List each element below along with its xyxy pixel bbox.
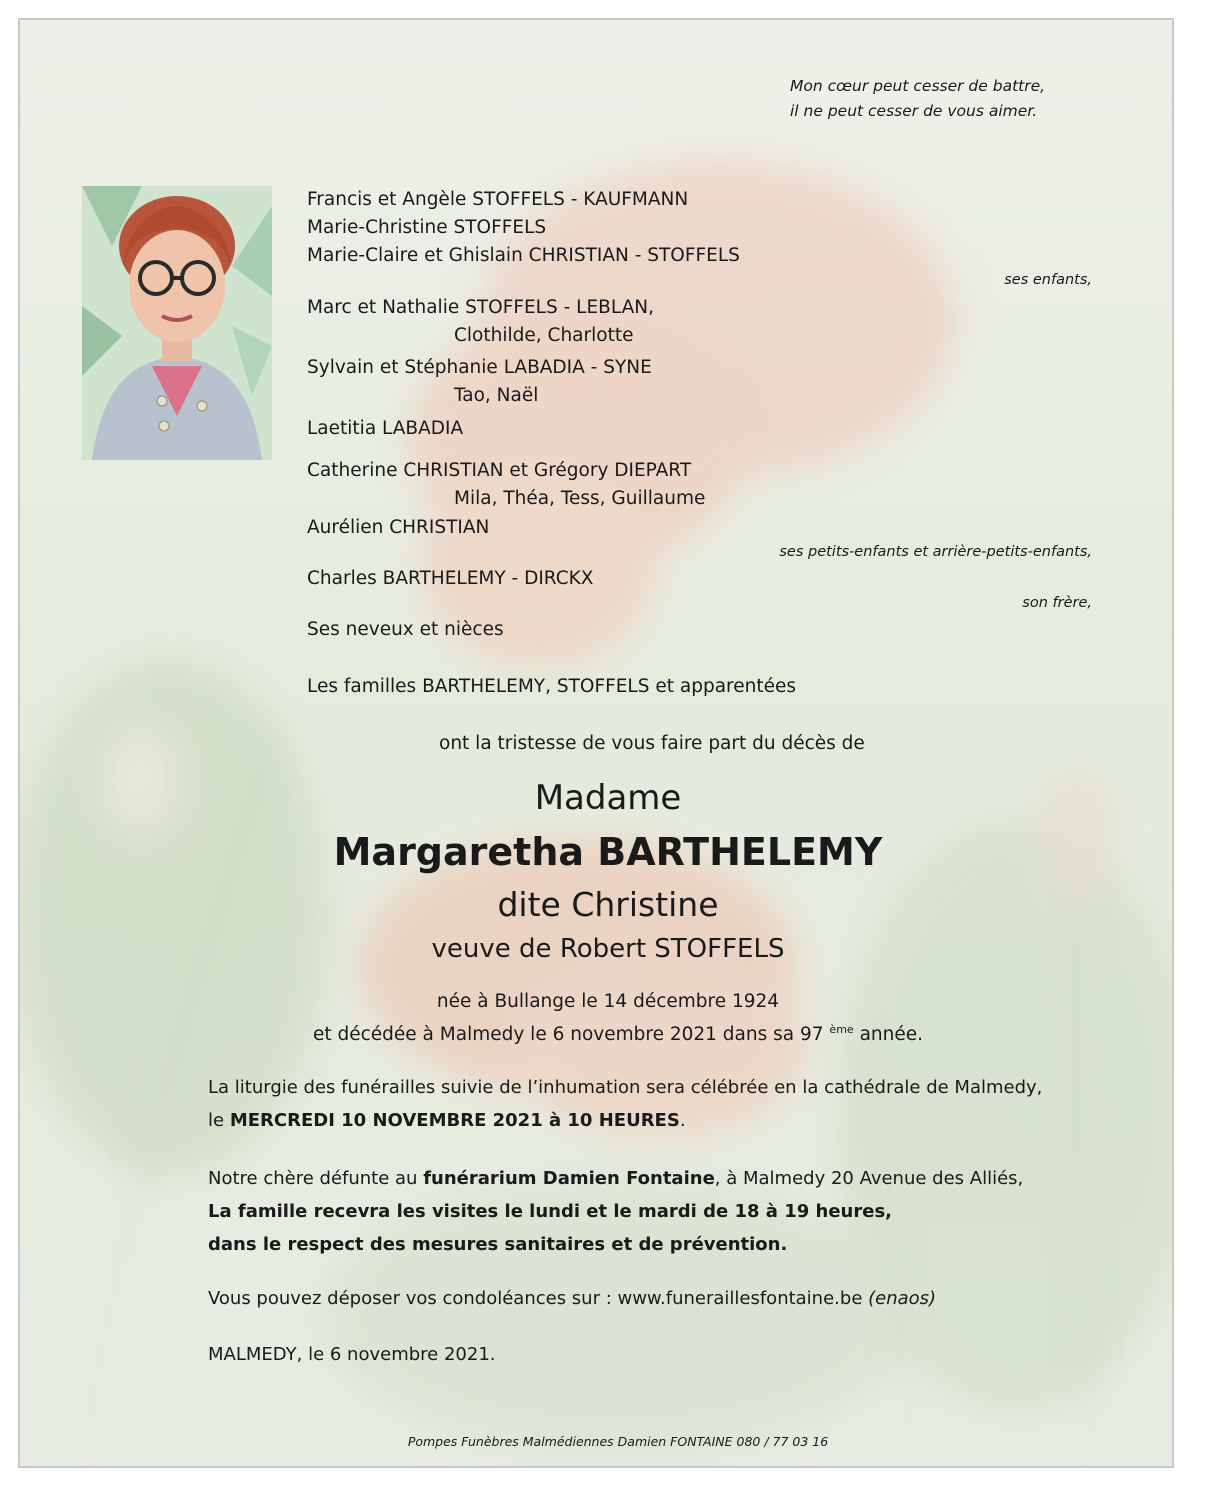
brother-role: son frère, xyxy=(1022,595,1092,611)
death-line-text: et décédée à Malmedy le 6 novembre 2021 dans sa 97 xyxy=(312,1024,824,1046)
children-role: ses enfants, xyxy=(1004,272,1092,288)
deceased-name: Margaretha BARTHELEMY xyxy=(333,830,883,874)
death-line xyxy=(20,1016,1174,1049)
death-line-ordinal: ème xyxy=(829,1023,854,1036)
birth-line: née à Bullange le 14 décembre 1924 xyxy=(436,991,780,1012)
grandchild-5: Aurélien CHRISTIAN xyxy=(307,517,490,538)
funeral-line-2-suffix: . xyxy=(679,1110,686,1131)
visits-line-1 xyxy=(208,1162,1023,1195)
visits-line-1-prefix: Notre chère défunte au xyxy=(208,1168,418,1189)
quote-line-2: il ne peut cesser de vous aimer. xyxy=(790,102,1038,120)
funeral-line-1: La liturgie des funérailles suivie de l’inhumation sera célébrée en la cathédrale de Malmedy, xyxy=(208,1077,1043,1098)
condolences-text: Vous pouvez déposer vos condoléances sur : www.funeraillesfontaine.be xyxy=(208,1288,863,1309)
deceased-widow: veuve de Robert STOFFELS xyxy=(431,934,785,964)
child-3: Marie-Claire et Ghislain CHRISTIAN - STOFFELS xyxy=(307,245,740,266)
grandchild-family-1-children: Clothilde, Charlotte xyxy=(454,325,634,346)
condolences-line xyxy=(208,1282,936,1315)
grandchildren-role: ses petits-enfants et arrière-petits-enfants, xyxy=(779,544,1092,560)
deceased-alias: dite Christine xyxy=(497,885,719,924)
footer-funeral-home: Pompes Funèbres Malmédiennes Damien FONTAINE 080 / 77 03 16 xyxy=(407,1434,829,1449)
nephews-line: Ses neveux et nièces xyxy=(307,619,504,640)
families-line: Les familles BARTHELEMY, STOFFELS et apparentées xyxy=(307,676,796,697)
grandchild-family-2: Sylvain et Stéphanie LABADIA - SYNE xyxy=(307,357,652,378)
condolences-note: (enaos) xyxy=(868,1288,937,1309)
portrait-illustration xyxy=(82,186,272,460)
visits-line-1-suffix: , à Malmedy 20 Avenue des Alliés, xyxy=(714,1168,1024,1189)
grandchild-3: Laetitia LABADIA xyxy=(307,418,464,439)
death-line-end: année. xyxy=(859,1024,924,1046)
child-2: Marie-Christine STOFFELS xyxy=(307,217,547,238)
announcement-line: ont la tristesse de vous faire part du décès de xyxy=(439,733,865,754)
child-1: Francis et Angèle STOFFELS - KAUFMANN xyxy=(307,189,689,210)
dateline: MALMEDY, le 6 novembre 2021. xyxy=(208,1344,496,1365)
funeral-line-2-prefix: le xyxy=(208,1110,225,1131)
funeral-line-2 xyxy=(208,1104,686,1137)
grandchild-family-4-children: Mila, Théa, Tess, Guillaume xyxy=(454,488,706,509)
grandchild-family-4: Catherine CHRISTIAN et Grégory DIEPART xyxy=(307,460,692,481)
visits-line-3: dans le respect des mesures sanitaires et de prévention. xyxy=(208,1234,788,1255)
deceased-title: Madame xyxy=(534,778,682,818)
grandchild-family-2-children: Tao, Naël xyxy=(454,385,539,406)
brother-name: Charles BARTHELEMY - DIRCKX xyxy=(307,568,594,589)
quote-line-1: Mon cœur peut cesser de battre, xyxy=(790,77,1046,95)
funeral-date-time: MERCREDI 10 NOVEMBRE 2021 à 10 HEURES xyxy=(229,1110,680,1131)
announcement-card xyxy=(18,18,1174,1468)
visits-line-2: La famille recevra les visites le lundi et le mardi de 18 à 19 heures, xyxy=(208,1201,892,1222)
funerarium-name: funérarium Damien Fontaine xyxy=(423,1168,715,1189)
deceased-portrait xyxy=(82,186,272,460)
grandchild-family-1: Marc et Nathalie STOFFELS - LEBLAN, xyxy=(307,297,654,318)
